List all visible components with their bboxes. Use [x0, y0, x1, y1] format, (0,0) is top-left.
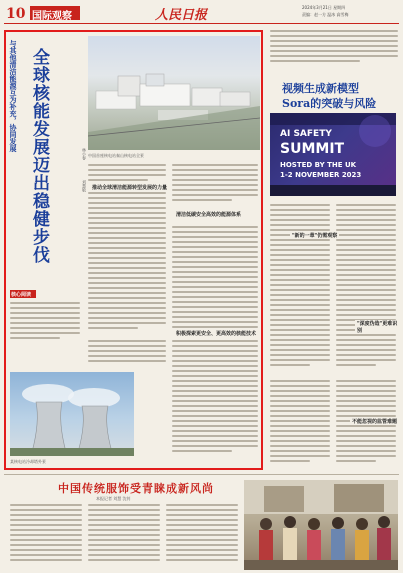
main-feature-byline-2 — [82, 180, 86, 220]
editor-line: 责编：赵一方 温冰 高雪梅 — [302, 12, 349, 17]
traditional-dress-photo — [244, 480, 398, 570]
core-reading-label: 核心阅读 — [11, 292, 32, 298]
right-subhead-1: "新的一章"仍需观察 — [292, 233, 338, 239]
byline-2: 刘慧敏 — [82, 180, 87, 192]
main-subhead-2: 清洁低碳安全高效的能源体系 — [176, 212, 242, 218]
ai-summit-photo — [270, 113, 396, 196]
nuclear-plant-photo — [88, 36, 260, 150]
core-text-line — [10, 322, 80, 324]
core-text-line — [10, 302, 80, 304]
right-body-col-3 — [336, 380, 396, 470]
right-subhead-3: 不能忽视的监管难题 — [352, 419, 398, 425]
summit-line3: HOSTED BY THE UK — [280, 161, 357, 169]
summit-line4: 1-2 NOVEMBER 2023 — [280, 171, 362, 179]
bottom-photo-caption: 某核电站冷却塔外景 — [10, 459, 46, 464]
masthead-rule — [4, 23, 399, 24]
date-line: 2024年3月21日 星期四 — [302, 5, 346, 10]
core-text-line — [10, 332, 80, 334]
byline-1: 林小春 — [82, 148, 87, 160]
right-intro-text — [270, 30, 398, 70]
crowd-illustration — [244, 480, 398, 570]
core-text-line — [10, 337, 60, 339]
right-feature-title-1: 视频生成新模型 — [282, 82, 359, 95]
main-body-col-2 — [172, 164, 258, 454]
right-feature-title-2: Sora的突破与风险 — [282, 97, 377, 110]
plant-illustration — [88, 36, 260, 150]
paper-logo: 人民日报 — [155, 8, 208, 23]
cooling-tower-illustration — [10, 372, 134, 456]
right-body-col-4 — [270, 380, 330, 470]
right-body-col-1 — [270, 204, 330, 374]
right-body-col-2 — [336, 204, 396, 374]
cooling-tower-photo — [10, 372, 134, 456]
summit-audience — [270, 185, 396, 196]
main-subhead-3: 积极探索更安全、更高效的核能技术 — [176, 331, 257, 337]
section-title: 国际观察 — [32, 11, 72, 22]
masthead — [0, 0, 403, 24]
core-text-line — [10, 317, 80, 319]
core-text-line — [10, 327, 80, 329]
main-subhead-1: 推动全球清洁能源转型发展的力量 — [92, 185, 168, 191]
main-feature-subtitle: 与其他清洁能源互为补充，协同发展 — [9, 40, 18, 152]
core-text-line — [10, 307, 80, 309]
top-photo-caption: 中国首座核电站秦山核电站全景 — [88, 153, 144, 158]
bottom-feature-title: 中国传统服饰受青睐成新风尚 — [58, 482, 214, 495]
page-number: 10 — [6, 6, 26, 22]
summit-line2: SUMMIT — [280, 141, 345, 157]
bottom-body — [10, 504, 240, 568]
core-text-line — [10, 312, 80, 314]
bottom-feature-byline: 本报记者 刘慧 沈钊 — [96, 496, 131, 501]
main-feature-title: 全球核能发展迈出稳健步伐 — [29, 48, 49, 264]
right-subhead-2: "深度伪造"更难识别 — [355, 320, 403, 334]
summit-line1: AI SAFETY — [280, 129, 332, 139]
bottom-separator — [4, 474, 399, 475]
